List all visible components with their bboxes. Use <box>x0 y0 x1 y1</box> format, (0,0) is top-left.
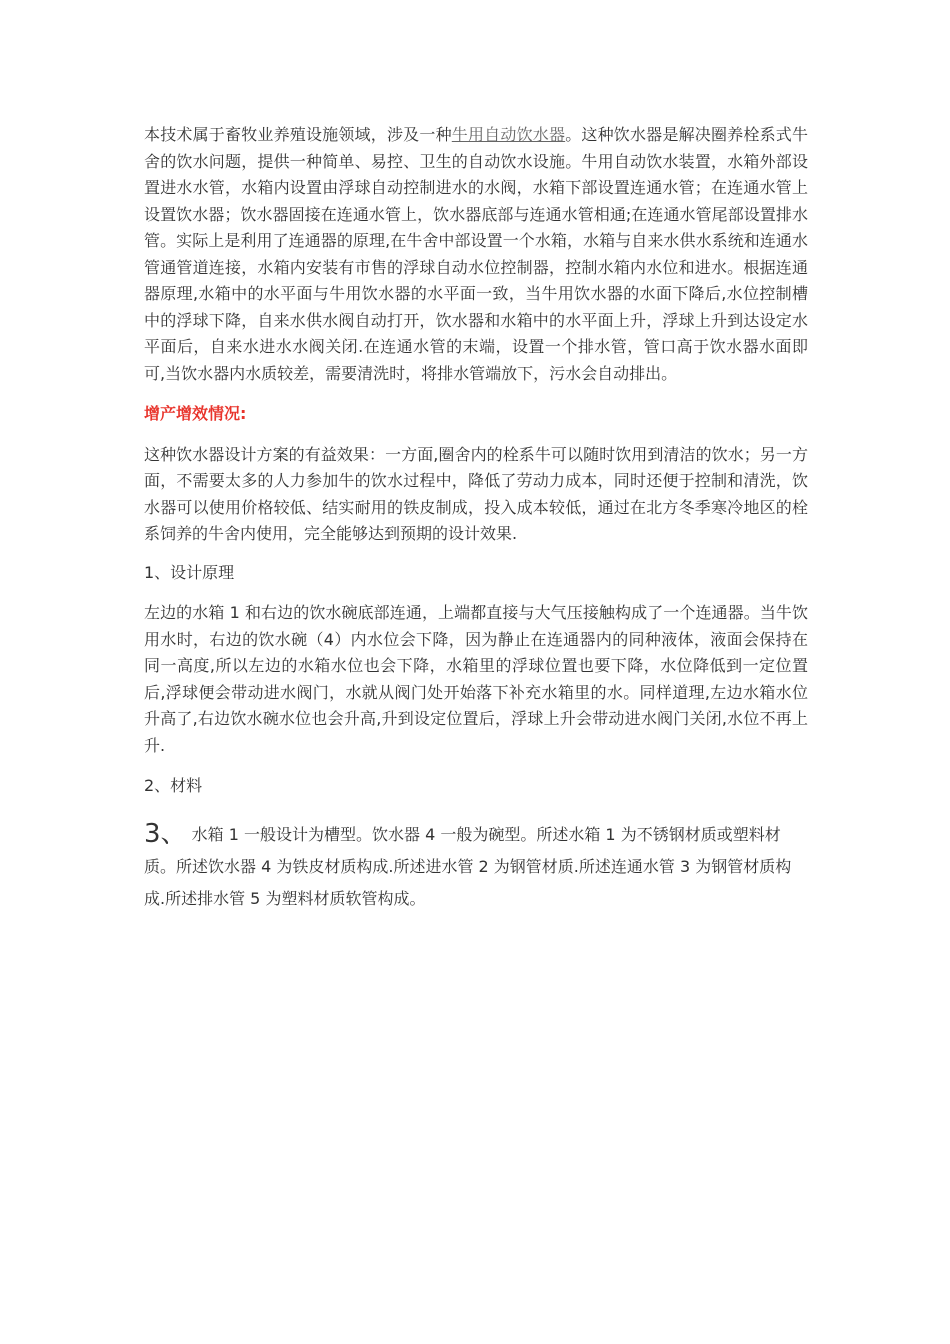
intro-text-rest: 。这种饮水器是解决圈养栓系式牛舍的饮水问题，提供一种简单、易控、卫生的自动饮水设施。牛用自动饮水装置，水箱外部设置进水水管，水箱内设置由浮球自动控制进水的水阀，水箱下部设置连通水管；在连通水管上设置饮水器；饮水器固接在连通水管上，饮水器底部与连通水管相通;在连通水管尾部设置排水管。实际上是利用了连通器的原理,在牛舍中部设置一个水箱，水箱与自来水供水系统和连通水管通管道连接，水箱内安装有市售的浮球自动水位控制器，控制水箱内水位和进水。根据连通器原理,水箱中的水平面与牛用饮水器的水平面一致，当牛用饮水器的水面下降后,水位控制槽中的浮球下降，自来水供水阀自动打开，饮水器和水箱中的水平面上升，浮球上升到达设定水平面后，自来水进水水阀关闭.在连通水管的末端，设置一个排水管，管口高于饮水器水面即可,当饮水器内水质较差，需要清洗时，将排水管端放下，污水会自动排出。 <box>144 125 808 383</box>
intro-paragraph <box>144 122 808 387</box>
benefits-paragraph: 这种饮水器设计方案的有益效果：一方面,圈舍内的栓系牛可以随时饮用到清洁的饮水；另一方面，不需要太多的人力参加牛的饮水过程中，降低了劳动力成本，同时还便于控制和清洗，饮水器可以使用价格较低、结实耐用的铁皮制成，投入成本较低，通过在北方冬季寒冷地区的栓系饲养的牛舍内使用，完全能够达到预期的设计效果. <box>144 444 808 543</box>
section-title-principle: 1、设计原理 <box>144 562 235 582</box>
section-number-3: 3、 <box>144 818 187 849</box>
principle-paragraph: 左边的水箱 1 和右边的饮水碗底部连通，上端都直接与大气压接触构成了一个连通器。当牛饮用水时，右边的饮水碗（4）内水位会下降，因为静止在连通器内的同种液体，液面会保持在同一高度,所以左边的水箱水位也会下降，水箱里的浮球位置也要下降，水位降低到一定位置后,浮球便会带动进水阀门，水就从阀门处开始落下补充水箱里的水。同样道理,左边水箱水位升高了,右边饮水碗水位也会升高,升到设定位置后，浮球上升会带动进水阀门关闭,水位不再上升. <box>144 603 808 755</box>
product-link[interactable]: 牛用自动饮水器 <box>451 125 566 144</box>
materials-text: 水箱 1 一般设计为槽型。饮水器 4 一般为碗型。所述水箱 1 为不锈钢材质或塑料材质。所述饮水器 4 为铁皮材质构成.所述进水管 2 为钢管材质.所述连通水管 3 为钢管材质构成.所述排水管 5 为塑料材质软管构成。 <box>144 824 792 908</box>
intro-text-start: 本技术属于畜牧业养殖设施领域，涉及一种 <box>144 125 452 144</box>
document-page <box>144 122 808 915</box>
materials-paragraph <box>144 818 808 915</box>
section-heading-benefits: 增产增效情况: <box>144 404 247 423</box>
section-title-materials: 2、材料 <box>144 776 203 795</box>
